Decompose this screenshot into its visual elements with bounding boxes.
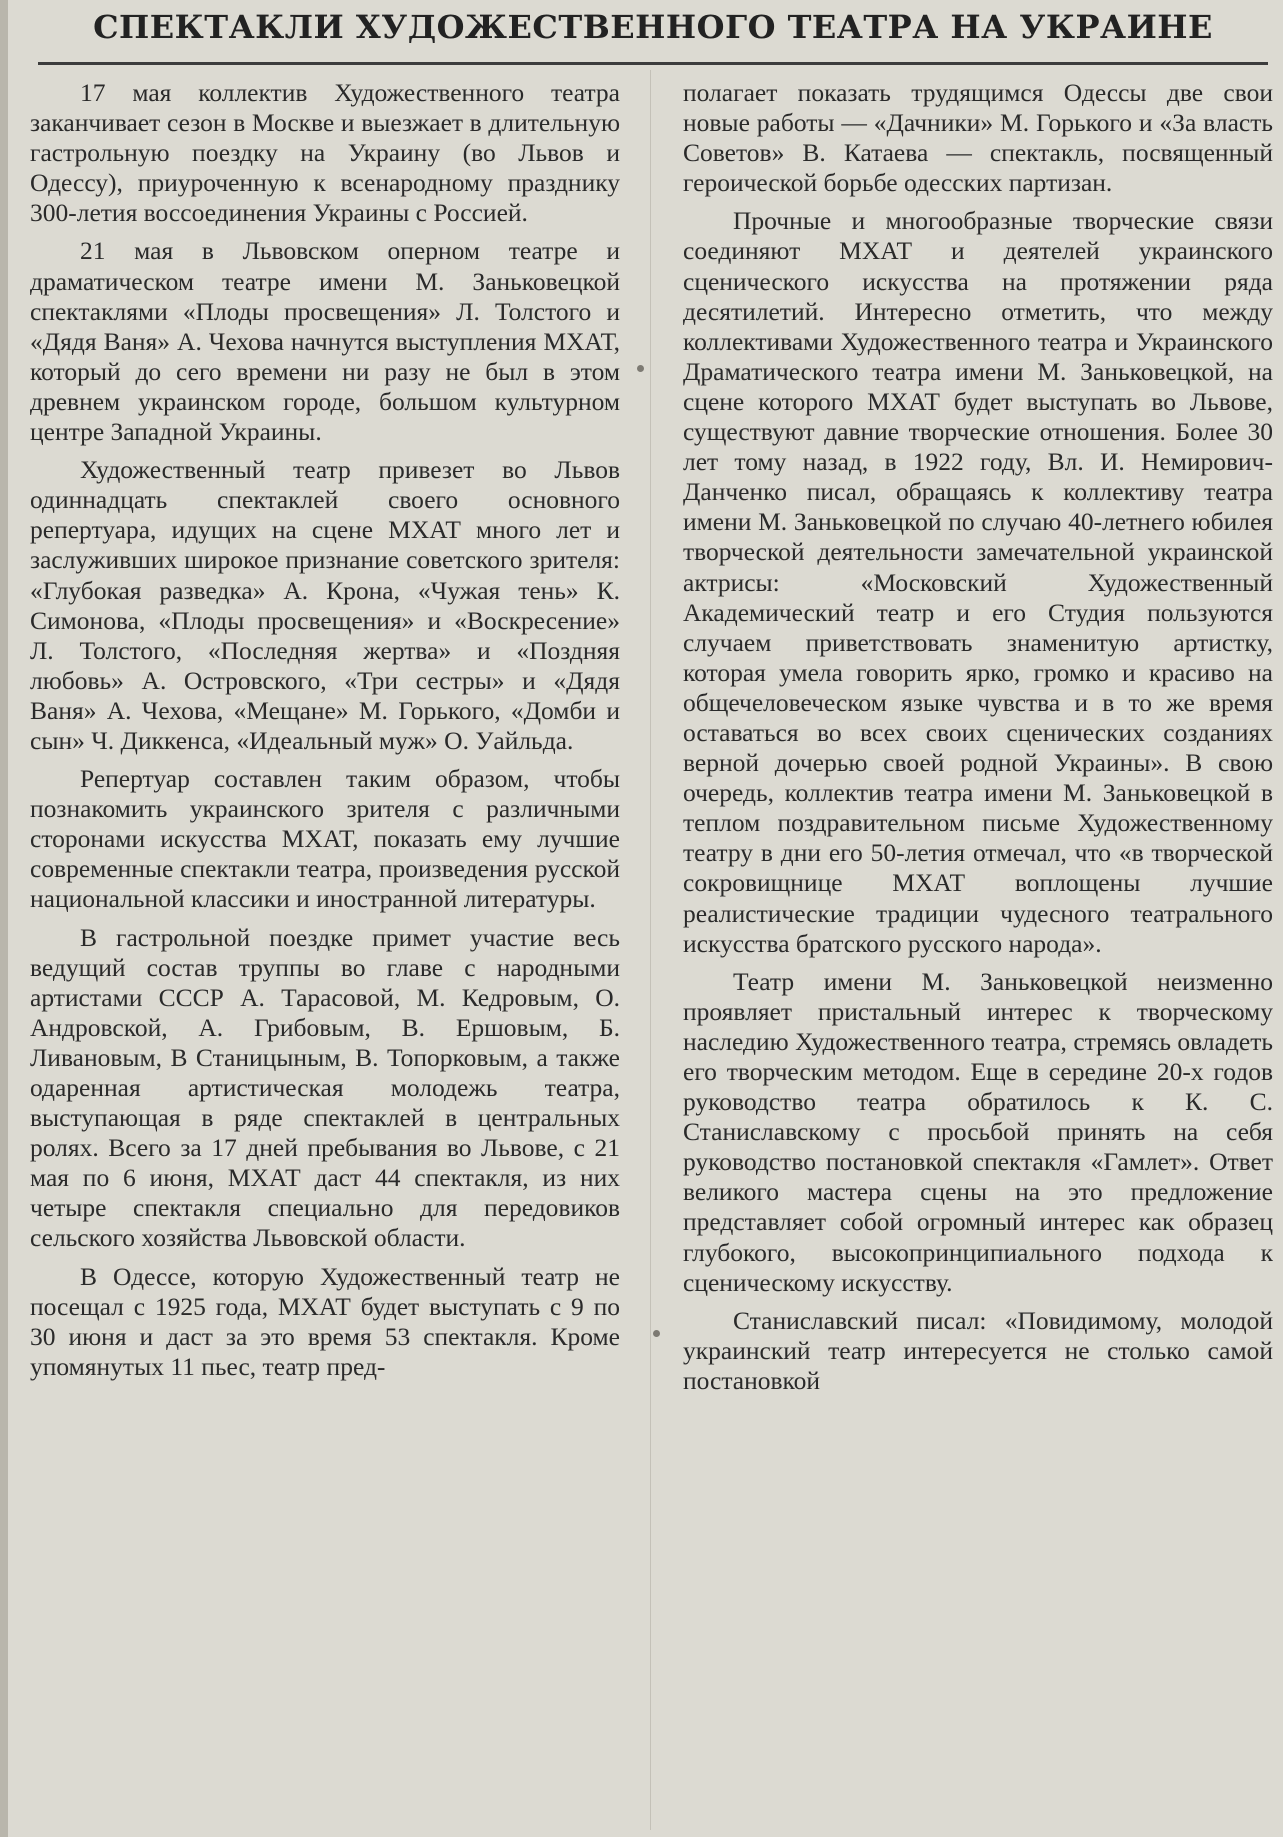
right-paragraph-4: Станиславский писал: «Повидимому, молодой украинский театр интересуется не столько самой постановкой bbox=[683, 1305, 1273, 1395]
ink-speck bbox=[653, 1330, 660, 1337]
left-column bbox=[30, 78, 620, 1833]
right-column bbox=[683, 78, 1273, 1833]
left-paragraph-1: 17 мая коллектив Художественного театра заканчивает сезон в Москве и выезжает в длительную гастрольную поездку на Украину (во Львов и Одессу), приуроченную к всенародному празднику 300-летия воссоединения Украины с Россией. bbox=[30, 78, 620, 228]
left-paragraph-4: Репертуар составлен таким образом, чтобы познакомить украинского зрителя с различными сторонами искусства МХАТ, показать ему лучшие современные спектакли театра, произведения русской национальной классики и иностранной литературы. bbox=[30, 764, 620, 914]
left-paragraph-2: 21 мая в Львовском оперном театре и драматическом театре имени М. Заньковецкой спектаклями «Плоды просвещения» Л. Толстого и «Дядя Ваня» А. Чехова начнутся выступления МХАТ, который до сего времени ни разу не был в этом древнем украинском городе, большом культурном центре Западной Украины. bbox=[30, 236, 620, 447]
article-headline: СПЕКТАКЛИ ХУДОЖЕСТВЕННОГО ТЕАТРА НА УКРАИНЕ bbox=[93, 8, 1213, 46]
right-paragraph-2: Прочные и многообразные творческие связи соединяют МХАТ и деятелей украинского сценического искусства на протяжении ряда десятилетий. Интересно отметить, что между коллективами Художественного театра и Украинского Драматического театра имени М. Заньковецкой, на сцене которого МХАТ будет выступать во Львове, существуют давние творческие отношения. Более 30 лет тому назад, в 1922 году, Вл. И. Немирович-Данченко писал, обращаясь к коллективу театра имени М. Заньковецкой по случаю 40-летнего юбилея творческой деятельности замечательной украинской актрисы: «Московский Художественный Академический театр и его Студия пользуются случаем приветствовать знаменитую артистку, которая умела говорить ярко, громко и красиво на общечеловеческом языке чувства и в то же время оставаться во всех своих сценических созданиях верной дочерью своей родной Украины». В свою очередь, коллектив театра имени М. Заньковецкой в теплом поздравительном письме Художественному театру в дни его 50-летия отмечал, что «в творческой сокровищнице МХАТ воплощены лучшие реалистические традиции чудесного театрального искусства братского русского народа». bbox=[683, 206, 1273, 958]
left-paragraph-5: В гастрольной поездке примет участие весь ведущий состав труппы во главе с народными артистами СССР А. Тарасовой, М. Кедровым, О. Андровской, А. Грибовым, В. Ершовым, Б. Ливановым, В Станицыным, В. Топорковым, а также одаренная артистическая молодежь театра, выступающая в ряде спектаклей в центральных ролях. Всего за 17 дней пребывания во Львове, с 21 мая по 6 июня, МХАТ даст 44 спектакля, из них четыре спектакля специально для передовиков сельского хозяйства Львовской области. bbox=[30, 922, 620, 1253]
ink-speck bbox=[637, 365, 644, 372]
headline-rule bbox=[38, 62, 1268, 65]
left-paragraph-3: Художественный театр привезет во Львов одиннадцать спектаклей своего основного репертуара, идущих на сцене МХАТ много лет и заслуживших широкое признание советского зрителя: «Глубокая разведка» А. Крона, «Чужая тень» К. Симонова, «Плоды просвещения» и «Воскресение» Л. Толстого, «Последняя жертва» и «Поздняя любовь» А. Островского, «Три сестры» и «Дядя Ваня» А. Чехова, «Мещане» М. Горького, «Домби и сын» Ч. Диккенса, «Идеальный муж» О. Уайльда. bbox=[30, 455, 620, 755]
column-divider bbox=[650, 70, 651, 1830]
right-paragraph-1: полагает показать трудящимся Одессы две свои новые работы — «Дачники» М. Горького и «За власть Советов» В. Катаева — спектакль, посвященный героической борьбе одесских партизан. bbox=[683, 78, 1273, 198]
right-paragraph-3: Театр имени М. Заньковецкой неизменно проявляет пристальный интерес к творческому наследию Художественного театра, стремясь овладеть его творческим методом. Еще в середине 20-х годов руководство театра обратилось к К. С. Станиславскому с просьбой принять на себя руководство постановкой спектакля «Гамлет». Ответ великого мастера сцены на это предложение представляет собой огромный интерес как образец глубокого, высокопринципиального подхода к сценическому искусству. bbox=[683, 966, 1273, 1297]
left-paragraph-6: В Одессе, которую Художественный театр не посещал с 1925 года, МХАТ будет выступать с 9 по 30 июня и даст за это время 53 спектакля. Кроме упомянутых 11 пьес, театр пред- bbox=[30, 1261, 620, 1381]
